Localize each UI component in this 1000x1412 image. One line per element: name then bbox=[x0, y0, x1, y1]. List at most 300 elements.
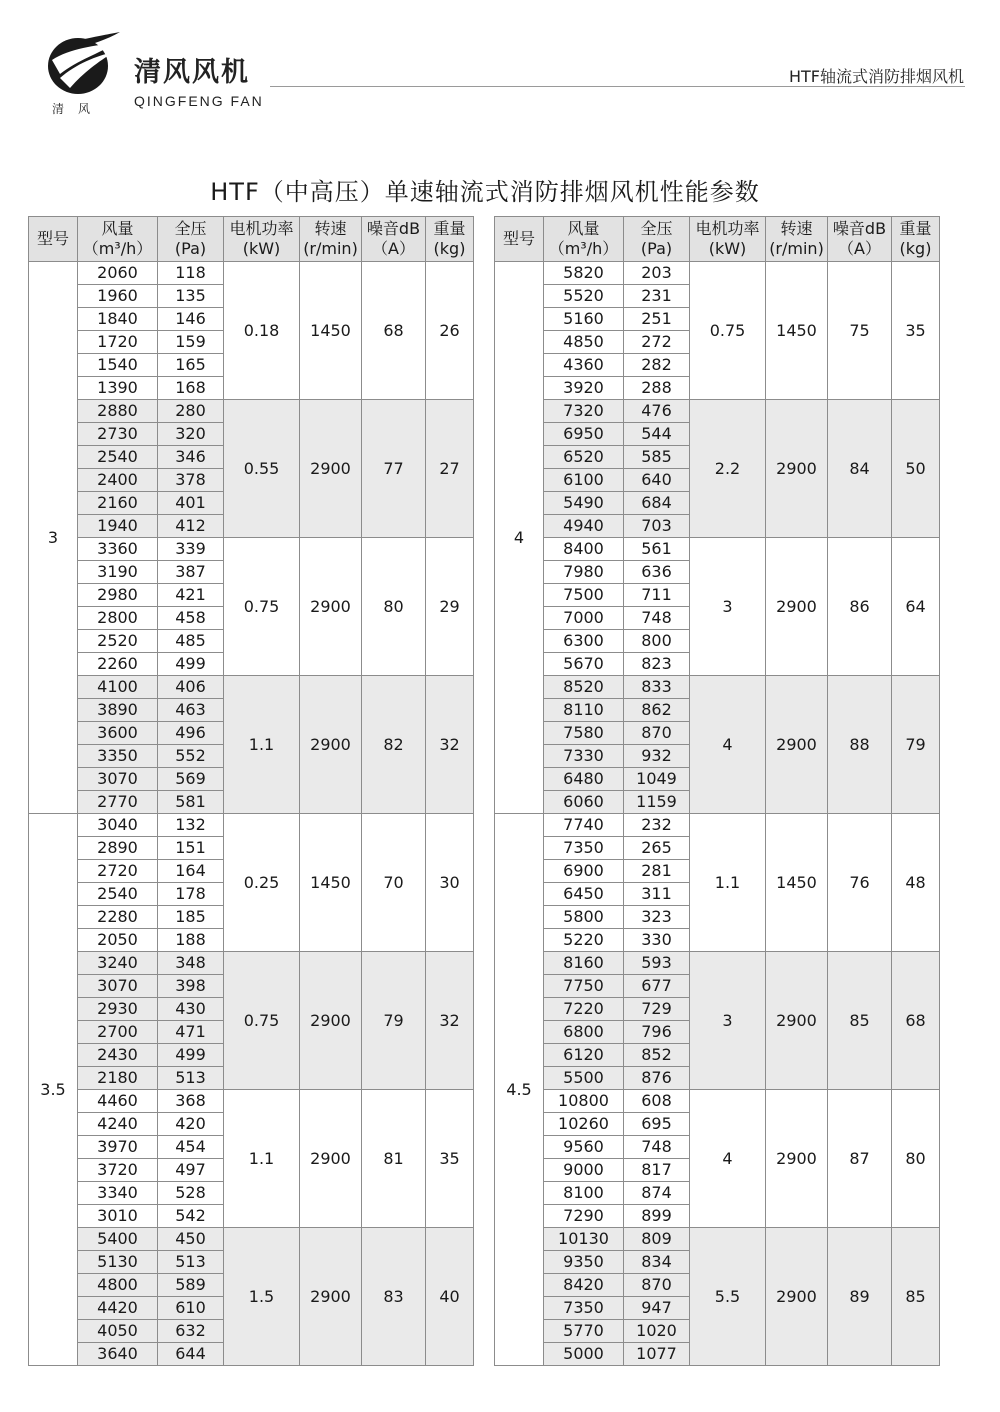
motor-power-cell: 3 bbox=[690, 952, 766, 1090]
pressure-cell: 311 bbox=[624, 883, 690, 906]
airflow-cell: 3360 bbox=[78, 538, 158, 561]
airflow-cell: 2520 bbox=[78, 630, 158, 653]
speed-cell: 1450 bbox=[300, 262, 362, 400]
motor-power-cell: 1.1 bbox=[224, 1090, 300, 1228]
airflow-cell: 3640 bbox=[78, 1343, 158, 1366]
airflow-cell: 6100 bbox=[544, 469, 624, 492]
airflow-cell: 6950 bbox=[544, 423, 624, 446]
airflow-cell: 3970 bbox=[78, 1136, 158, 1159]
pressure-cell: 796 bbox=[624, 1021, 690, 1044]
weight-cell: 79 bbox=[892, 676, 940, 814]
pressure-cell: 729 bbox=[624, 998, 690, 1021]
speed-cell: 2900 bbox=[766, 400, 828, 538]
weight-cell: 30 bbox=[426, 814, 474, 952]
weight-cell: 48 bbox=[892, 814, 940, 952]
pressure-cell: 118 bbox=[158, 262, 224, 285]
table-row bbox=[495, 1228, 940, 1251]
pressure-cell: 852 bbox=[624, 1044, 690, 1067]
airflow-cell: 1840 bbox=[78, 308, 158, 331]
pressure-cell: 610 bbox=[158, 1297, 224, 1320]
noise-cell: 75 bbox=[828, 262, 892, 400]
col-header-pressure: 全压 (Pa) bbox=[158, 217, 224, 262]
pressure-cell: 203 bbox=[624, 262, 690, 285]
pressure-cell: 164 bbox=[158, 860, 224, 883]
weight-cell: 64 bbox=[892, 538, 940, 676]
noise-cell: 76 bbox=[828, 814, 892, 952]
airflow-cell: 2730 bbox=[78, 423, 158, 446]
pressure-cell: 1077 bbox=[624, 1343, 690, 1366]
pressure-cell: 282 bbox=[624, 354, 690, 377]
pressure-cell: 862 bbox=[624, 699, 690, 722]
noise-cell: 86 bbox=[828, 538, 892, 676]
table-row bbox=[495, 814, 940, 837]
pressure-cell: 932 bbox=[624, 745, 690, 768]
pressure-cell: 1159 bbox=[624, 791, 690, 814]
pressure-cell: 132 bbox=[158, 814, 224, 837]
airflow-cell: 6300 bbox=[544, 630, 624, 653]
pressure-cell: 800 bbox=[624, 630, 690, 653]
weight-cell: 35 bbox=[892, 262, 940, 400]
airflow-cell: 8420 bbox=[544, 1274, 624, 1297]
pressure-cell: 368 bbox=[158, 1090, 224, 1113]
airflow-cell: 1720 bbox=[78, 331, 158, 354]
noise-cell: 89 bbox=[828, 1228, 892, 1366]
noise-cell: 85 bbox=[828, 952, 892, 1090]
airflow-cell: 4050 bbox=[78, 1320, 158, 1343]
noise-cell: 77 bbox=[362, 400, 426, 538]
airflow-cell: 2980 bbox=[78, 584, 158, 607]
pressure-cell: 463 bbox=[158, 699, 224, 722]
table-row bbox=[495, 538, 940, 561]
speed-cell: 2900 bbox=[766, 1228, 828, 1366]
col-header-speed: 转速 (r/min) bbox=[766, 217, 828, 262]
pressure-cell: 421 bbox=[158, 584, 224, 607]
airflow-cell: 6060 bbox=[544, 791, 624, 814]
airflow-cell: 7500 bbox=[544, 584, 624, 607]
airflow-cell: 3190 bbox=[78, 561, 158, 584]
pressure-cell: 430 bbox=[158, 998, 224, 1021]
airflow-cell: 3340 bbox=[78, 1182, 158, 1205]
col-header-model: 型号 bbox=[495, 217, 544, 262]
noise-cell: 83 bbox=[362, 1228, 426, 1366]
pressure-cell: 644 bbox=[158, 1343, 224, 1366]
pressure-cell: 135 bbox=[158, 285, 224, 308]
pressure-cell: 899 bbox=[624, 1205, 690, 1228]
pressure-cell: 874 bbox=[624, 1182, 690, 1205]
airflow-cell: 7330 bbox=[544, 745, 624, 768]
pressure-cell: 280 bbox=[158, 400, 224, 423]
pressure-cell: 870 bbox=[624, 722, 690, 745]
airflow-cell: 2800 bbox=[78, 607, 158, 630]
pressure-cell: 499 bbox=[158, 1044, 224, 1067]
speed-cell: 2900 bbox=[300, 400, 362, 538]
pressure-cell: 581 bbox=[158, 791, 224, 814]
airflow-cell: 3240 bbox=[78, 952, 158, 975]
airflow-cell: 6900 bbox=[544, 860, 624, 883]
airflow-cell: 2880 bbox=[78, 400, 158, 423]
airflow-cell: 6120 bbox=[544, 1044, 624, 1067]
pressure-cell: 544 bbox=[624, 423, 690, 446]
model-cell: 4 bbox=[495, 262, 544, 814]
airflow-cell: 5130 bbox=[78, 1251, 158, 1274]
airflow-cell: 7980 bbox=[544, 561, 624, 584]
motor-power-cell: 0.25 bbox=[224, 814, 300, 952]
col-header-motor-power: 电机功率 (kW) bbox=[690, 217, 766, 262]
product-name: HTF轴流式消防排烟风机 bbox=[788, 67, 964, 86]
pressure-cell: 272 bbox=[624, 331, 690, 354]
pressure-cell: 608 bbox=[624, 1090, 690, 1113]
motor-power-cell: 0.18 bbox=[224, 262, 300, 400]
header-divider bbox=[270, 86, 965, 87]
airflow-cell: 3010 bbox=[78, 1205, 158, 1228]
page-title: HTF（中高压）单速轴流式消防排烟风机性能参数 bbox=[210, 178, 760, 206]
speed-cell: 2900 bbox=[766, 676, 828, 814]
airflow-cell: 2540 bbox=[78, 883, 158, 906]
noise-cell: 68 bbox=[362, 262, 426, 400]
pressure-cell: 809 bbox=[624, 1228, 690, 1251]
motor-power-cell: 0.75 bbox=[690, 262, 766, 400]
col-header-airflow: 风量 （m³/h） bbox=[78, 217, 158, 262]
pressure-cell: 513 bbox=[158, 1251, 224, 1274]
motor-power-cell: 1.1 bbox=[224, 676, 300, 814]
pressure-cell: 185 bbox=[158, 906, 224, 929]
airflow-cell: 2160 bbox=[78, 492, 158, 515]
airflow-cell: 5400 bbox=[78, 1228, 158, 1251]
pressure-cell: 748 bbox=[624, 607, 690, 630]
airflow-cell: 1960 bbox=[78, 285, 158, 308]
airflow-cell: 9350 bbox=[544, 1251, 624, 1274]
airflow-cell: 8520 bbox=[544, 676, 624, 699]
pressure-cell: 542 bbox=[158, 1205, 224, 1228]
airflow-cell: 7350 bbox=[544, 837, 624, 860]
weight-cell: 40 bbox=[426, 1228, 474, 1366]
airflow-cell: 5160 bbox=[544, 308, 624, 331]
pressure-cell: 420 bbox=[158, 1113, 224, 1136]
pressure-cell: 499 bbox=[158, 653, 224, 676]
airflow-cell: 3720 bbox=[78, 1159, 158, 1182]
spec-table-left bbox=[28, 216, 474, 1366]
airflow-cell: 2890 bbox=[78, 837, 158, 860]
airflow-cell: 6480 bbox=[544, 768, 624, 791]
col-header-pressure: 全压 (Pa) bbox=[624, 217, 690, 262]
table-row bbox=[495, 676, 940, 699]
airflow-cell: 8100 bbox=[544, 1182, 624, 1205]
pressure-cell: 378 bbox=[158, 469, 224, 492]
airflow-cell: 3040 bbox=[78, 814, 158, 837]
airflow-cell: 5220 bbox=[544, 929, 624, 952]
col-header-weight: 重量 (kg) bbox=[892, 217, 940, 262]
airflow-cell: 6520 bbox=[544, 446, 624, 469]
weight-cell: 26 bbox=[426, 262, 474, 400]
pressure-cell: 485 bbox=[158, 630, 224, 653]
airflow-cell: 5670 bbox=[544, 653, 624, 676]
airflow-cell: 7350 bbox=[544, 1297, 624, 1320]
airflow-cell: 1390 bbox=[78, 377, 158, 400]
pressure-cell: 471 bbox=[158, 1021, 224, 1044]
speed-cell: 1450 bbox=[300, 814, 362, 952]
airflow-cell: 7320 bbox=[544, 400, 624, 423]
airflow-cell: 2540 bbox=[78, 446, 158, 469]
weight-cell: 80 bbox=[892, 1090, 940, 1228]
pressure-cell: 330 bbox=[624, 929, 690, 952]
pressure-cell: 947 bbox=[624, 1297, 690, 1320]
speed-cell: 2900 bbox=[300, 538, 362, 676]
airflow-cell: 5500 bbox=[544, 1067, 624, 1090]
pressure-cell: 476 bbox=[624, 400, 690, 423]
airflow-cell: 5520 bbox=[544, 285, 624, 308]
pressure-cell: 684 bbox=[624, 492, 690, 515]
pressure-cell: 589 bbox=[158, 1274, 224, 1297]
pressure-cell: 552 bbox=[158, 745, 224, 768]
pressure-cell: 320 bbox=[158, 423, 224, 446]
airflow-cell: 7740 bbox=[544, 814, 624, 837]
airflow-cell: 2060 bbox=[78, 262, 158, 285]
brand-name-cn: 清风风机 bbox=[134, 57, 250, 88]
speed-cell: 1450 bbox=[766, 814, 828, 952]
airflow-cell: 5800 bbox=[544, 906, 624, 929]
airflow-cell: 2400 bbox=[78, 469, 158, 492]
pressure-cell: 412 bbox=[158, 515, 224, 538]
airflow-cell: 4360 bbox=[544, 354, 624, 377]
airflow-cell: 5820 bbox=[544, 262, 624, 285]
pressure-cell: 346 bbox=[158, 446, 224, 469]
table-row bbox=[29, 262, 474, 285]
table-row bbox=[29, 1090, 474, 1113]
airflow-cell: 3350 bbox=[78, 745, 158, 768]
airflow-cell: 4460 bbox=[78, 1090, 158, 1113]
weight-cell: 32 bbox=[426, 676, 474, 814]
pressure-cell: 159 bbox=[158, 331, 224, 354]
col-header-model: 型号 bbox=[29, 217, 78, 262]
pressure-cell: 288 bbox=[624, 377, 690, 400]
pressure-cell: 823 bbox=[624, 653, 690, 676]
table-row bbox=[495, 400, 940, 423]
col-header-noise: 噪音dB （A） bbox=[362, 217, 426, 262]
pressure-cell: 398 bbox=[158, 975, 224, 998]
pressure-cell: 677 bbox=[624, 975, 690, 998]
pressure-cell: 401 bbox=[158, 492, 224, 515]
weight-cell: 32 bbox=[426, 952, 474, 1090]
pressure-cell: 695 bbox=[624, 1113, 690, 1136]
airflow-cell: 2930 bbox=[78, 998, 158, 1021]
airflow-cell: 4940 bbox=[544, 515, 624, 538]
speed-cell: 2900 bbox=[300, 1090, 362, 1228]
airflow-cell: 6800 bbox=[544, 1021, 624, 1044]
pressure-cell: 406 bbox=[158, 676, 224, 699]
model-cell: 4.5 bbox=[495, 814, 544, 1366]
col-header-motor-power: 电机功率 (kW) bbox=[224, 217, 300, 262]
airflow-cell: 10800 bbox=[544, 1090, 624, 1113]
pressure-cell: 168 bbox=[158, 377, 224, 400]
pressure-cell: 265 bbox=[624, 837, 690, 860]
pressure-cell: 458 bbox=[158, 607, 224, 630]
pressure-cell: 833 bbox=[624, 676, 690, 699]
pressure-cell: 387 bbox=[158, 561, 224, 584]
motor-power-cell: 4 bbox=[690, 676, 766, 814]
table-row bbox=[29, 952, 474, 975]
noise-cell: 82 bbox=[362, 676, 426, 814]
airflow-cell: 4420 bbox=[78, 1297, 158, 1320]
table-row bbox=[29, 814, 474, 837]
table-header-row bbox=[29, 217, 474, 262]
airflow-cell: 8110 bbox=[544, 699, 624, 722]
pressure-cell: 711 bbox=[624, 584, 690, 607]
speed-cell: 2900 bbox=[766, 538, 828, 676]
airflow-cell: 5000 bbox=[544, 1343, 624, 1366]
pressure-cell: 281 bbox=[624, 860, 690, 883]
table-row bbox=[29, 1228, 474, 1251]
pressure-cell: 348 bbox=[158, 952, 224, 975]
pressure-cell: 232 bbox=[624, 814, 690, 837]
motor-power-cell: 4 bbox=[690, 1090, 766, 1228]
pressure-cell: 585 bbox=[624, 446, 690, 469]
airflow-cell: 1540 bbox=[78, 354, 158, 377]
model-cell: 3.5 bbox=[29, 814, 78, 1366]
pressure-cell: 513 bbox=[158, 1067, 224, 1090]
pressure-cell: 339 bbox=[158, 538, 224, 561]
noise-cell: 88 bbox=[828, 676, 892, 814]
speed-cell: 2900 bbox=[300, 952, 362, 1090]
pressure-cell: 1049 bbox=[624, 768, 690, 791]
weight-cell: 50 bbox=[892, 400, 940, 538]
pressure-cell: 703 bbox=[624, 515, 690, 538]
motor-power-cell: 5.5 bbox=[690, 1228, 766, 1366]
airflow-cell: 2770 bbox=[78, 791, 158, 814]
table-header-row bbox=[495, 217, 940, 262]
airflow-cell: 4240 bbox=[78, 1113, 158, 1136]
noise-cell: 81 bbox=[362, 1090, 426, 1228]
pressure-cell: 165 bbox=[158, 354, 224, 377]
airflow-cell: 5770 bbox=[544, 1320, 624, 1343]
pressure-cell: 640 bbox=[624, 469, 690, 492]
noise-cell: 70 bbox=[362, 814, 426, 952]
airflow-cell: 7290 bbox=[544, 1205, 624, 1228]
motor-power-cell: 0.75 bbox=[224, 538, 300, 676]
pressure-cell: 569 bbox=[158, 768, 224, 791]
pressure-cell: 450 bbox=[158, 1228, 224, 1251]
airflow-cell: 9000 bbox=[544, 1159, 624, 1182]
pressure-cell: 636 bbox=[624, 561, 690, 584]
col-header-airflow: 风量 （m³/h） bbox=[544, 217, 624, 262]
pressure-cell: 870 bbox=[624, 1274, 690, 1297]
speed-cell: 2900 bbox=[300, 676, 362, 814]
motor-power-cell: 1.5 bbox=[224, 1228, 300, 1366]
logo-small-text: 清风 bbox=[52, 102, 105, 116]
airflow-cell: 9560 bbox=[544, 1136, 624, 1159]
airflow-cell: 2050 bbox=[78, 929, 158, 952]
pressure-cell: 251 bbox=[624, 308, 690, 331]
pressure-cell: 496 bbox=[158, 722, 224, 745]
airflow-cell: 3920 bbox=[544, 377, 624, 400]
model-cell: 3 bbox=[29, 262, 78, 814]
pressure-cell: 876 bbox=[624, 1067, 690, 1090]
airflow-cell: 6450 bbox=[544, 883, 624, 906]
pressure-cell: 528 bbox=[158, 1182, 224, 1205]
airflow-cell: 3070 bbox=[78, 975, 158, 998]
qingfeng-logo-icon bbox=[40, 30, 120, 100]
speed-cell: 2900 bbox=[300, 1228, 362, 1366]
table-row bbox=[495, 262, 940, 285]
airflow-cell: 8400 bbox=[544, 538, 624, 561]
airflow-cell: 10130 bbox=[544, 1228, 624, 1251]
airflow-cell: 4850 bbox=[544, 331, 624, 354]
pressure-cell: 178 bbox=[158, 883, 224, 906]
table-row bbox=[29, 400, 474, 423]
airflow-cell: 7750 bbox=[544, 975, 624, 998]
speed-cell: 2900 bbox=[766, 952, 828, 1090]
airflow-cell: 2280 bbox=[78, 906, 158, 929]
table-row bbox=[29, 538, 474, 561]
airflow-cell: 7000 bbox=[544, 607, 624, 630]
weight-cell: 27 bbox=[426, 400, 474, 538]
airflow-cell: 5490 bbox=[544, 492, 624, 515]
pressure-cell: 1020 bbox=[624, 1320, 690, 1343]
noise-cell: 79 bbox=[362, 952, 426, 1090]
pressure-cell: 323 bbox=[624, 906, 690, 929]
spec-table-right bbox=[494, 216, 940, 1366]
table-row bbox=[495, 952, 940, 975]
col-header-weight: 重量 (kg) bbox=[426, 217, 474, 262]
airflow-cell: 7580 bbox=[544, 722, 624, 745]
col-header-noise: 噪音dB （A） bbox=[828, 217, 892, 262]
airflow-cell: 2260 bbox=[78, 653, 158, 676]
pressure-cell: 188 bbox=[158, 929, 224, 952]
col-header-speed: 转速 (r/min) bbox=[300, 217, 362, 262]
pressure-cell: 497 bbox=[158, 1159, 224, 1182]
weight-cell: 68 bbox=[892, 952, 940, 1090]
pressure-cell: 593 bbox=[624, 952, 690, 975]
weight-cell: 35 bbox=[426, 1090, 474, 1228]
airflow-cell: 8160 bbox=[544, 952, 624, 975]
brand-name-en: QINGFENG FAN bbox=[134, 93, 264, 109]
speed-cell: 2900 bbox=[766, 1090, 828, 1228]
page-header bbox=[0, 0, 1000, 130]
airflow-cell: 4800 bbox=[78, 1274, 158, 1297]
pressure-cell: 146 bbox=[158, 308, 224, 331]
noise-cell: 84 bbox=[828, 400, 892, 538]
pressure-cell: 748 bbox=[624, 1136, 690, 1159]
airflow-cell: 2180 bbox=[78, 1067, 158, 1090]
pressure-cell: 231 bbox=[624, 285, 690, 308]
airflow-cell: 1940 bbox=[78, 515, 158, 538]
noise-cell: 80 bbox=[362, 538, 426, 676]
airflow-cell: 2430 bbox=[78, 1044, 158, 1067]
pressure-cell: 561 bbox=[624, 538, 690, 561]
pressure-cell: 632 bbox=[158, 1320, 224, 1343]
motor-power-cell: 0.75 bbox=[224, 952, 300, 1090]
airflow-cell: 4100 bbox=[78, 676, 158, 699]
airflow-cell: 10260 bbox=[544, 1113, 624, 1136]
airflow-cell: 3600 bbox=[78, 722, 158, 745]
airflow-cell: 7220 bbox=[544, 998, 624, 1021]
pressure-cell: 151 bbox=[158, 837, 224, 860]
weight-cell: 85 bbox=[892, 1228, 940, 1366]
noise-cell: 87 bbox=[828, 1090, 892, 1228]
pressure-cell: 454 bbox=[158, 1136, 224, 1159]
airflow-cell: 3890 bbox=[78, 699, 158, 722]
pressure-cell: 817 bbox=[624, 1159, 690, 1182]
speed-cell: 1450 bbox=[766, 262, 828, 400]
motor-power-cell: 2.2 bbox=[690, 400, 766, 538]
weight-cell: 29 bbox=[426, 538, 474, 676]
motor-power-cell: 0.55 bbox=[224, 400, 300, 538]
motor-power-cell: 1.1 bbox=[690, 814, 766, 952]
airflow-cell: 2720 bbox=[78, 860, 158, 883]
pressure-cell: 834 bbox=[624, 1251, 690, 1274]
airflow-cell: 3070 bbox=[78, 768, 158, 791]
table-row bbox=[495, 1090, 940, 1113]
airflow-cell: 2700 bbox=[78, 1021, 158, 1044]
